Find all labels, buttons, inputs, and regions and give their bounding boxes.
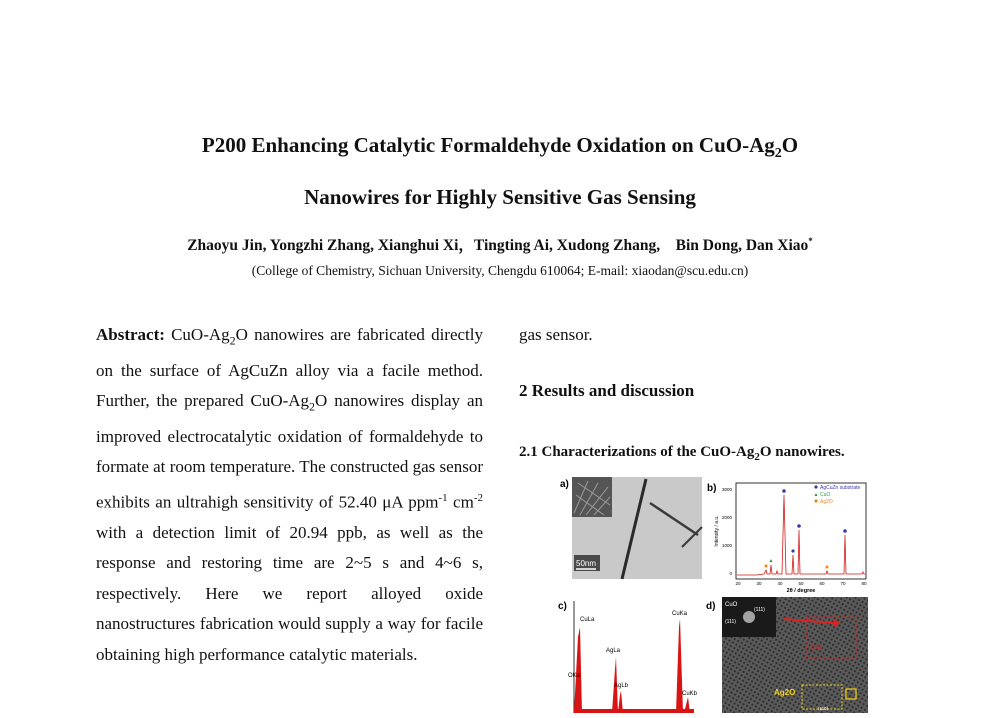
abstract-sub-1: 2 (229, 333, 236, 348)
panel-a-label: a) (560, 479, 569, 490)
abstract-label: Abstract: (96, 325, 165, 344)
corresponding-mark: * (808, 235, 813, 246)
plane-label: (110) (818, 706, 829, 711)
title-line1-prefix: P200 Enhancing Catalytic Formaldehyde Oxidation on CuO-Ag (201, 133, 775, 157)
figure-panel-b (706, 475, 868, 593)
right-column-continuation: gas sensor. (519, 325, 593, 344)
abstract-text-4: cm (447, 492, 474, 512)
title-line1-suffix: O (781, 133, 799, 157)
panel-c-label: c) (558, 601, 567, 612)
abstract-sub-2: 2 (309, 399, 316, 414)
peak-agla: AgLa (606, 648, 621, 654)
panel-d-label: d) (706, 601, 716, 612)
scale-bar-label: 50nm (576, 559, 597, 568)
x-tick-40: 40 (777, 581, 783, 586)
x-tick-60: 60 (819, 581, 825, 586)
peak-oka: OKa (568, 673, 581, 679)
subsection-sub: 2 (754, 451, 760, 463)
legend-substrate: AgCuZn substrate (820, 485, 861, 491)
x-tick-30: 30 (756, 581, 762, 586)
xrd-ylabel: Intensity / a.u. (714, 515, 720, 547)
abstract-sup-2: -2 (473, 491, 483, 504)
fft-spot-2: (111) (754, 607, 765, 613)
y-tick-3000: 3000 (721, 487, 732, 492)
paper-title-line-2: Nanowires for Highly Sensitive Gas Sensing (304, 185, 696, 209)
y-tick-2000: 2000 (721, 515, 732, 520)
eds-spectrum (558, 597, 704, 713)
abstract-sup-1: -1 (438, 491, 448, 504)
peak-cukb: CuKb (682, 691, 698, 697)
title-subscript: 2 (774, 146, 782, 162)
xrd-peak-markers (765, 489, 847, 568)
tem-image-a (558, 475, 704, 581)
xrd-xlabel: 2θ / degree (786, 588, 816, 593)
xrd-xticks (735, 581, 867, 586)
fft-center (743, 611, 755, 623)
xrd-legend (814, 485, 860, 505)
ag2o-label: Ag2O (774, 688, 796, 697)
legend-ag2o-marker (814, 499, 817, 502)
abstract-text-2: O nanowires are fabricated directly on the surface of AgCuZn alloy via a facile method. Further, the prepared CuO-Ag (96, 325, 483, 411)
x-tick-70: 70 (840, 581, 846, 586)
legend-substrate-marker (814, 485, 817, 488)
legend-cuo: CuO (820, 492, 831, 498)
y-tick-1000: 1000 (721, 543, 732, 548)
x-tick-20: 20 (735, 581, 741, 586)
figure-panel-d (706, 597, 868, 713)
figure-panel-c (558, 597, 704, 713)
abstract-text-5: with a detection limit of 20.94 ppb, as well as the response and restoring time are 2~5 s and 4~6 s, respectively. Here we report alloyed oxide nanostructures fabrication would supply a way for facile obtaining high performance catalytic materials. (96, 522, 483, 664)
x-tick-50: 50 (798, 581, 804, 586)
eds-peaks (574, 619, 694, 713)
cuo-region-label: CuO (810, 645, 823, 651)
xrd-pattern (737, 495, 865, 575)
y-tick-0: 0 (729, 571, 732, 576)
fft-spot-1: (111) (725, 619, 736, 625)
legend-ag2o: Ag2O (820, 499, 833, 505)
subsection-prefix: 2.1 Characterizations of the CuO-Ag (519, 444, 755, 460)
subsection-suffix: O nanowires. (759, 444, 845, 460)
fft-label: CuO (725, 602, 738, 608)
paper-title-line-1 (0, 133, 1000, 162)
author-names: Zhaoyu Jin, Yongzhi Zhang, Xianghui Xi，Tingting Ai, Xudong Zhang, Bin Dong, Dan Xiao (187, 237, 809, 254)
figure-panel-a (558, 475, 704, 581)
peak-aglb: AgLb (614, 683, 629, 689)
xrd-chart (706, 475, 868, 593)
hrtem-image (706, 597, 868, 713)
section-heading-2: 2 Results and discussion (519, 381, 695, 400)
x-tick-80: 80 (861, 581, 867, 586)
abstract-paragraph (96, 320, 483, 670)
abstract-text-3: O nanowires display an improved electrocatalytic oxidation of formaldehyde to formate at room temperature. The constructed gas sensor exhibits an ultrahigh sensitivity of 52.40 μA ppm (96, 391, 483, 512)
abstract-text-1: CuO-Ag (171, 325, 230, 344)
subsection-heading-2-1 (519, 444, 845, 463)
peak-cula: CuLa (580, 617, 595, 623)
peak-cuka: CuKa (672, 611, 688, 617)
affiliation: (College of Chemistry, Sichuan University, Chengdu 610064; E-mail: xiaodan@scu.edu.cn) (251, 263, 749, 278)
author-list (0, 233, 1000, 255)
legend-cuo-marker (815, 493, 818, 496)
panel-b-label: b) (707, 483, 717, 494)
